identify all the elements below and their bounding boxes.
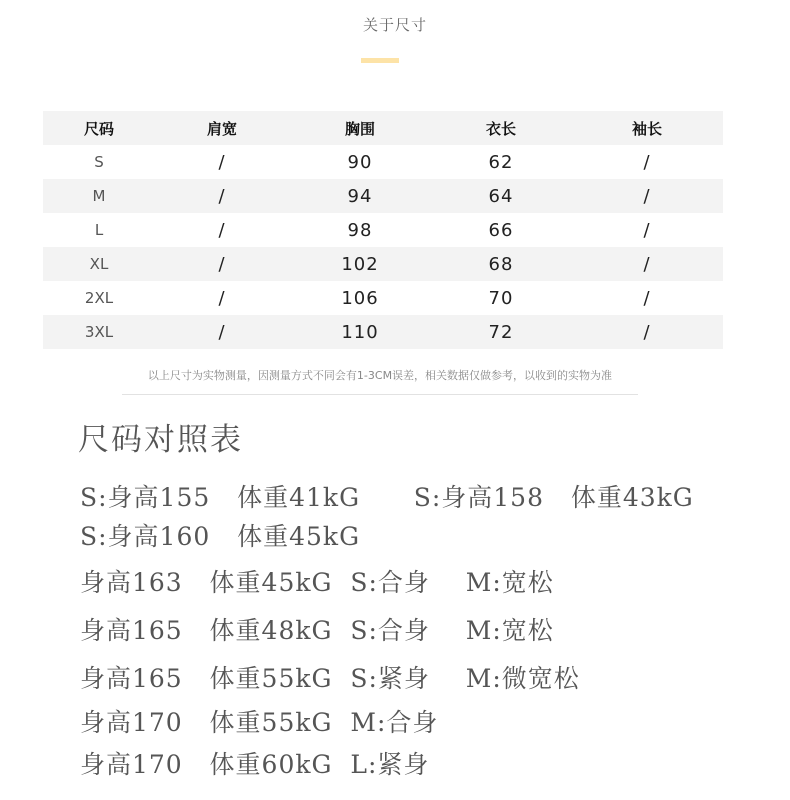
cell-size: M [92, 187, 106, 205]
cell-sleeve: / [643, 151, 651, 173]
cell-size: 2XL [84, 289, 114, 307]
cell-sleeve: / [643, 253, 651, 275]
size-table-header-row [43, 111, 723, 145]
header-chest: 胸围 [344, 119, 375, 138]
cell-chest: 94 [347, 185, 373, 207]
cell-chest: 98 [347, 219, 373, 241]
reference-line: 身高165 体重48kG S:合身 M:宽松 [80, 616, 554, 645]
measurement-note: 以上尺寸为实物测量，因测量方式不同会有1-3CM误差，相关数据仅做参考，以收到的实物为准 [147, 369, 613, 382]
cell-chest: 110 [341, 321, 379, 343]
cell-shoulder: / [218, 253, 226, 275]
header-length: 衣长 [485, 119, 516, 138]
cell-shoulder: / [218, 151, 226, 173]
cell-sleeve: / [643, 321, 651, 343]
table-row [43, 247, 723, 281]
cell-size: XL [89, 255, 109, 273]
cell-size: S [94, 153, 104, 171]
reference-line: 身高163 体重45kG S:合身 M:宽松 [80, 568, 554, 597]
cell-shoulder: / [218, 321, 226, 343]
cell-size: L [94, 221, 104, 239]
table-row [43, 281, 723, 315]
cell-length: 68 [488, 253, 514, 275]
header-shoulder: 肩宽 [206, 119, 237, 138]
table-row [43, 179, 723, 213]
cell-sleeve: / [643, 287, 651, 309]
cell-size: 3XL [84, 323, 114, 341]
cell-shoulder: / [218, 287, 226, 309]
cell-chest: 102 [341, 253, 379, 275]
cell-length: 70 [488, 287, 514, 309]
cell-chest: 90 [347, 151, 373, 173]
table-row [43, 145, 723, 179]
reference-line: 身高170 体重55kG M:合身 [80, 708, 439, 737]
cell-length: 72 [488, 321, 514, 343]
reference-line: S:身高160 体重45kG [80, 522, 361, 551]
cell-sleeve: / [643, 185, 651, 207]
reference-line: S:身高155 体重41kG S:身高158 体重43kG [80, 483, 694, 512]
header-size: 尺码 [83, 119, 114, 138]
header-sleeve: 袖长 [631, 119, 662, 138]
reference-title: 尺码对照表 [78, 422, 243, 458]
page-title: 关于尺寸 [362, 16, 427, 34]
cell-length: 64 [488, 185, 514, 207]
cell-shoulder: / [218, 219, 226, 241]
table-row [43, 213, 723, 247]
size-table [43, 111, 723, 349]
table-row [43, 315, 723, 349]
cell-shoulder: / [218, 185, 226, 207]
cell-length: 66 [488, 219, 514, 241]
divider [122, 394, 638, 395]
reference-line: 身高170 体重60kG L:紧身 [80, 750, 430, 779]
reference-line: 身高165 体重55kG S:紧身 M:微宽松 [80, 664, 580, 693]
title-accent-bar [361, 58, 399, 63]
cell-sleeve: / [643, 219, 651, 241]
cell-chest: 106 [341, 287, 379, 309]
cell-length: 62 [488, 151, 514, 173]
